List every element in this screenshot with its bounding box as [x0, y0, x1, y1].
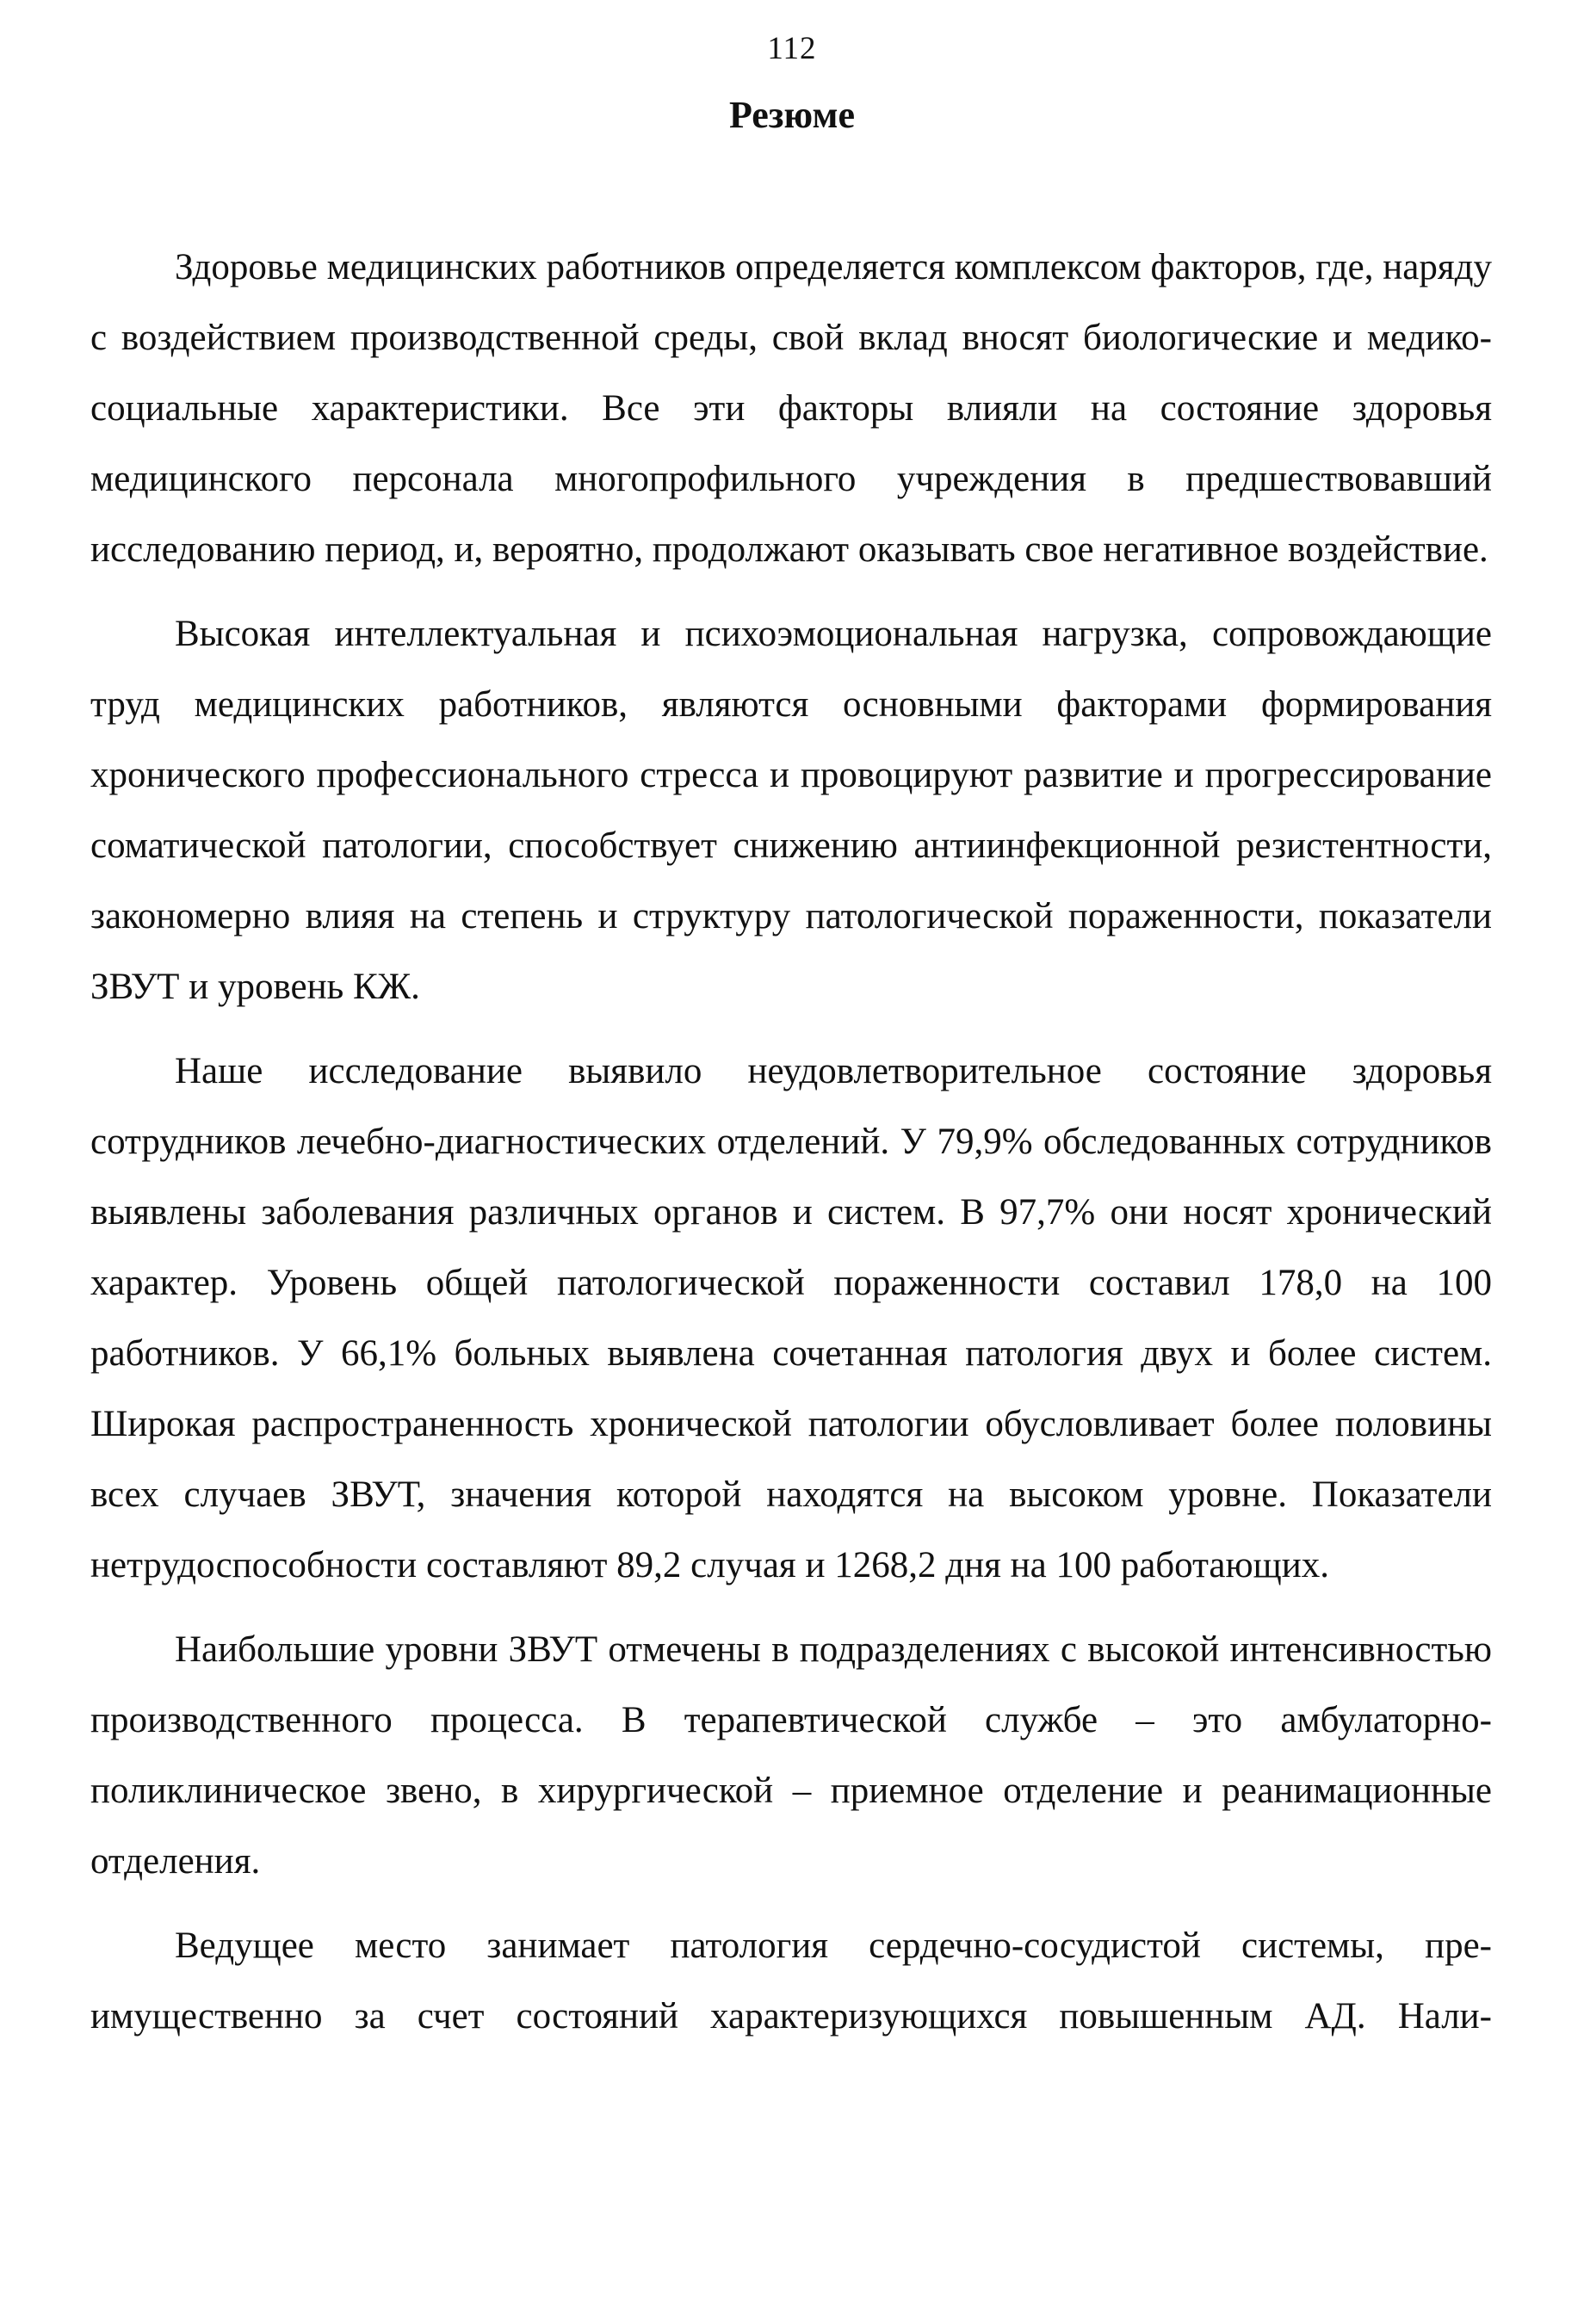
paragraph-highest-levels: Наибольшие уровни ЗВУТ отмечены в подразделениях с высокой интенсивностью производственного процесса. В терапевтической службе – это амбулаторно-поликлиническое звено, в хирургической – приемное отделение и реанимационные отделения. — [90, 1629, 1492, 1882]
paragraph-study-findings: Наше исследование выявило неудовлетворительное состояние здоровья сотрудников лечебно-диагностических отделений. У 79,9% обследованных сотрудников выявлены заболевания различных органов и систем. В 97,7% они носят хронический характер. Уровень общей патологической пораженности составил 178,0 на 100 работников. У 66,1% больных выявлена сочетанная патология двух и более систем. Широкая распространенность хронической патологии обусловливает более половины всех случаев ЗВУТ, значения которой находятся на высоком уровне. Показатели нетрудоспособности составляют 89,2 случая и 1268,2 дня на 100 работающих. — [90, 1051, 1492, 1585]
page-title: Резюме — [728, 94, 856, 136]
body-text — [90, 232, 1492, 2052]
page-number: 112 — [767, 31, 817, 66]
paragraph-health-factors: Здоровье медицинских работников определяется комплексом факторов, где, наряду с воздействием производственной среды, свой вклад вносят биологические и медико-социальные характеристики. Все эти факторы влияли на состояние здоровья медицинского персонала многопрофильного учреждения в предшествовавший исследованию период, и, вероятно, продолжают оказывать свое негативное воздействие. — [90, 247, 1492, 570]
paragraph-cardiovascular: Ведущее место занимает патология сердечно-сосудистой системы, преимущественно за счет состояний характеризующихся повышенным АД. Нали- — [90, 1925, 1492, 2037]
paragraph-workload-stress: Высокая интеллектуальная и психоэмоциональная нагрузка, сопровождающие труд медицинских работников, являются основными факторами формирования хронического профессионального стресса и провоцируют развитие и прогрессирование соматической патологии, способствует снижению антиинфекционной резистентности, закономерно влияя на степень и структуру патологической пораженности, показатели ЗВУТ и уровень КЖ. — [90, 614, 1492, 1007]
